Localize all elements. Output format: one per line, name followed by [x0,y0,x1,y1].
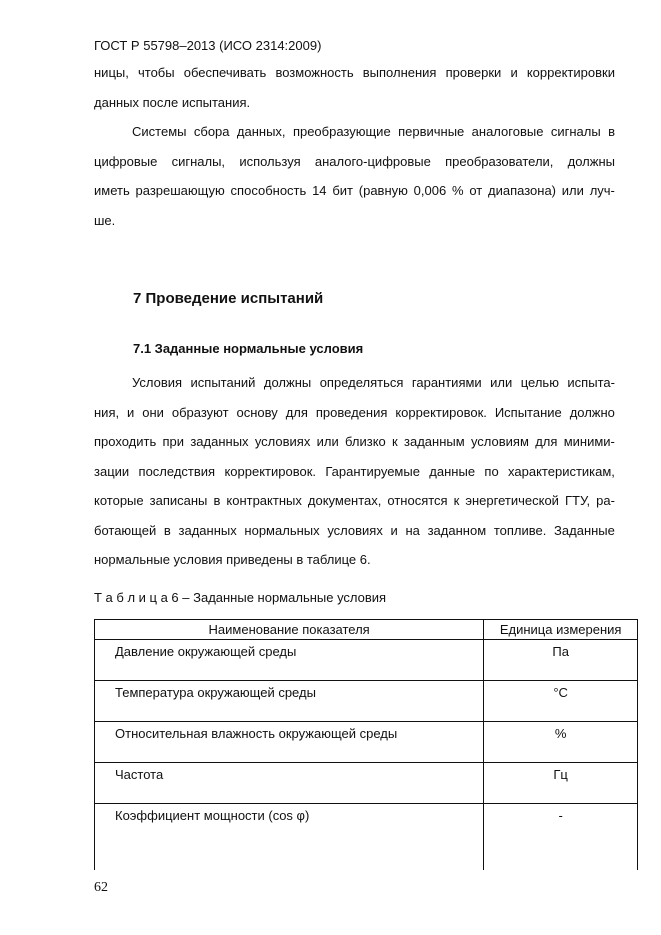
word: контрактных [226,493,302,509]
word: и [390,522,398,538]
word: 14 [312,183,327,199]
text-line [94,545,615,575]
conditions-table [94,619,638,862]
word: заданным [404,434,465,450]
word: сбора [193,124,230,140]
word: бит [332,183,353,199]
word: они [142,404,164,420]
word: сигналы, [171,153,226,169]
text-line [94,457,615,487]
table-row [95,640,638,681]
word: и [510,65,518,81]
word: проходить [94,434,157,450]
table-caption: Т а б л и ц а 6 – Заданные нормальные условия [94,590,387,605]
word: энергетической [465,493,559,509]
word: нормальных [244,522,320,538]
text-line [94,398,615,428]
word: обеспечивать [183,65,267,81]
document-header: ГОСТ Р 55798–2013 (ИСО 2314:2009) [94,38,322,53]
word: должны [567,153,615,169]
word: корректировки [526,65,615,81]
word: заданном [427,522,487,538]
table-row [95,763,638,804]
word: ра- [596,493,615,509]
word: проверки [445,65,502,81]
indicator-name: Относительная влажность окружающей среды [95,722,484,763]
word: документах, [307,493,382,509]
word: или [490,375,513,391]
word: луч- [589,183,615,199]
page-number: 62 [94,880,108,895]
word: целью [520,375,559,391]
word: иметь [94,183,130,199]
word: от [469,183,483,199]
word: должны [263,375,312,391]
word: возможность [275,65,354,81]
word: диапазона) [488,183,557,199]
word: ГТУ, [564,493,591,509]
word: данные [429,463,476,479]
word: сигналы [550,124,601,140]
unit: % [484,722,638,763]
indicator-name: Частота [95,763,484,804]
word: способность [230,183,307,199]
word: преобразователи, [445,153,554,169]
paragraph-1 [94,58,615,117]
word: для [535,434,558,450]
text-line [94,58,615,88]
word: зации [94,463,130,479]
word: Системы [132,124,187,140]
word: для [285,404,308,420]
table-row [95,804,638,871]
word: корректировок. [395,404,487,420]
word: образуют [171,404,229,420]
word: данных, [236,124,286,140]
word: % [452,183,464,199]
text-line [94,88,615,118]
word: испытаний [190,375,256,391]
text-line [94,516,615,546]
word: определяться [319,375,404,391]
table-header-row [95,620,638,640]
word: последствия [138,463,216,479]
word: топливе. [493,522,547,538]
word: заданных [190,434,249,450]
table-row [95,722,638,763]
word: в [163,522,171,538]
unit: °С [484,681,638,722]
word: аналоговые [471,124,544,140]
word: характеристикам, [508,463,615,479]
word: условиях [327,522,383,538]
word: или [561,183,584,199]
word: ницы, [94,65,129,81]
paragraph-3 [94,368,615,575]
word: близко [345,434,386,450]
word: ния, [94,404,120,420]
word: основу [236,404,278,420]
unit: - [484,804,638,871]
word: используя [239,153,301,169]
word: записаны [149,493,208,509]
word: которые [94,493,144,509]
table-row [95,681,638,722]
indicator-name: Давление окружающей среды [95,640,484,681]
word: в [213,493,221,509]
header-indicator-name: Наименование показателя [95,620,484,640]
word: нормальные условия приведены в таблице 6. [94,552,371,568]
header-unit: Единица измерения [484,620,638,640]
text-line [94,368,615,398]
word: в [608,124,615,140]
text-line [94,147,615,177]
word: заданных [178,522,237,538]
word: первичные [398,124,465,140]
word: данных после испытания. [94,94,251,110]
indicator-name: Коэффициент мощности (cos φ) [95,804,484,871]
text-line [94,206,615,236]
word: выполнения [362,65,437,81]
word: миними- [563,434,615,450]
word: Заданные [554,522,615,538]
word: цифровые [94,153,158,169]
word: при [162,434,185,450]
text-line [94,117,615,147]
paragraph-2 [94,117,615,235]
unit: Гц [484,763,638,804]
word: корректировок. [224,463,316,479]
word: к [453,493,460,509]
word: Испытание [494,404,562,420]
word: аналого-цифровые [314,153,431,169]
word: относятся [387,493,448,509]
word: Условия [132,375,183,391]
word: должно [569,404,615,420]
word: или [316,434,339,450]
subsection-heading: 7.1 Заданные нормальные условия [133,341,364,356]
text-line [94,176,615,206]
word: Гарантируемые [325,463,420,479]
unit: Па [484,640,638,681]
word: испыта- [567,375,615,391]
indicator-name: Температура окружающей среды [95,681,484,722]
text-line [94,486,615,516]
word: ботающей [94,522,157,538]
word: и [127,404,135,420]
word: проведения [315,404,388,420]
section-heading: 7 Проведение испытаний [133,290,324,307]
word: 0,006 [413,183,447,199]
word: ше. [94,212,116,228]
word: (равную [358,183,408,199]
word: условиях [254,434,311,450]
word: преобразующие [292,124,391,140]
word: условиям [470,434,529,450]
word: разрешающую [135,183,225,199]
text-line [94,427,615,457]
word: на [405,522,420,538]
word: по [484,463,499,479]
word: гарантиями [411,375,482,391]
word: к [392,434,398,450]
word: чтобы [137,65,175,81]
